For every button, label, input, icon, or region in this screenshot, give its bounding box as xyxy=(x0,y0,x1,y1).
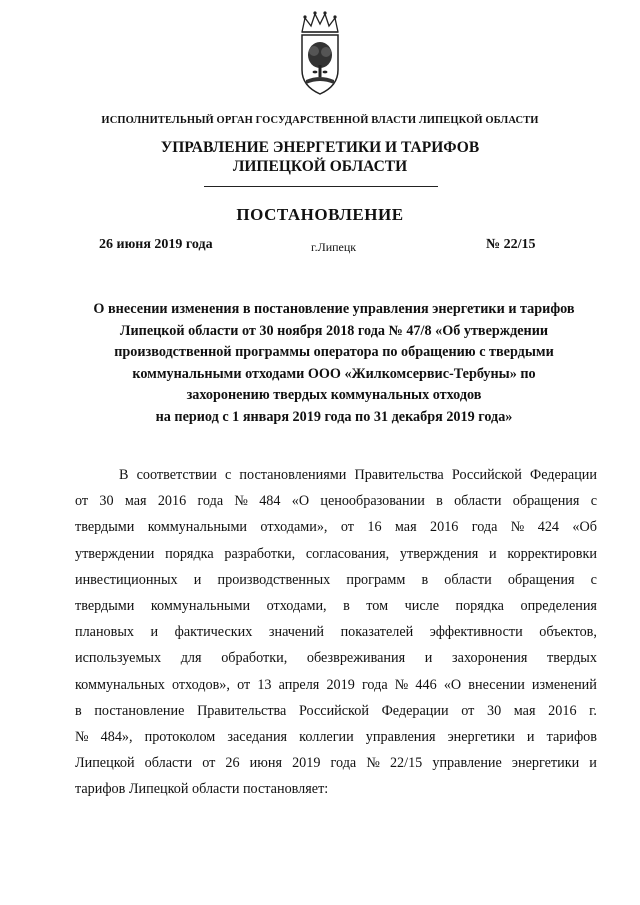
issuing-authority-line: ИСПОЛНИТЕЛЬНЫЙ ОРГАН ГОСУДАРСТВЕННОЙ ВЛАСТИ ЛИПЕЦКОЙ ОБЛАСТИ xyxy=(101,115,539,126)
document-number: № 22/15 xyxy=(486,237,536,252)
heading-line: захоронению твердых коммунальных отходов xyxy=(186,387,482,403)
heading-line: Липецкой области от 30 ноября 2018 года № 47/8 «Об утверждении xyxy=(119,322,549,339)
heading-line: на период с 1 января 2019 года по 31 декабря 2019 года» xyxy=(155,408,513,425)
header-divider xyxy=(204,186,438,187)
body-line: от 30 мая 2016 года № 484 «О ценообразовании в области обращения с xyxy=(75,493,597,510)
heading-line: производственной программы оператора по обращению с твердыми xyxy=(114,344,554,360)
coat-of-arms-icon xyxy=(293,10,347,100)
body-line: тарифов Липецкой области постановляет: xyxy=(75,781,329,798)
body-line: утверждении порядка разработки, согласования, утверждения и корректировки xyxy=(75,545,597,562)
document-type-title: ПОСТАНОВЛЕНИЕ xyxy=(236,205,404,224)
body-line: используемых для обработки, обезвреживания и захоронения твердых xyxy=(75,650,597,667)
document-date: 26 июня 2019 года xyxy=(99,237,213,252)
body-line: коммунальных отходов», от 13 апреля 2019 года № 446 «О внесении изменений xyxy=(75,676,597,693)
body-line: № 484», протоколом заседания коллегии управления энергетики и тарифов xyxy=(75,728,597,745)
department-name-line-1: УПРАВЛЕНИЕ ЭНЕРГЕТИКИ И ТАРИФОВ xyxy=(160,139,480,156)
body-line: Липецкой области от 26 июня 2019 года № 22/15 управление энергетики и xyxy=(75,755,597,772)
body-line: твердыми коммунальными отходами, в том числе порядка определения xyxy=(75,597,597,614)
document-city: г.Липецк xyxy=(311,240,357,254)
heading-line: коммунальными отходами ООО «Жилкомсервис-Тербуны» по xyxy=(132,365,536,382)
body-paragraph xyxy=(75,462,597,802)
body-line: в постановление Правительства Российской Федерации от 30 мая 2016 г. xyxy=(75,702,597,719)
document-heading xyxy=(60,299,608,428)
heading-line: О внесении изменения в постановление управления энергетики и тарифов xyxy=(93,301,575,317)
body-line: плановых и фактических значений показателей эффективности объектов, xyxy=(75,624,597,641)
body-line: инвестиционных и производственных программ в области обращения с xyxy=(75,571,597,588)
body-line: твердыми коммунальными отходами», от 16 мая 2016 года № 424 «Об xyxy=(75,519,597,536)
department-name-line-2: ЛИПЕЦКОЙ ОБЛАСТИ xyxy=(232,158,408,175)
body-line: В соответствии с постановлениями Правительства Российской Федерации xyxy=(119,467,597,483)
